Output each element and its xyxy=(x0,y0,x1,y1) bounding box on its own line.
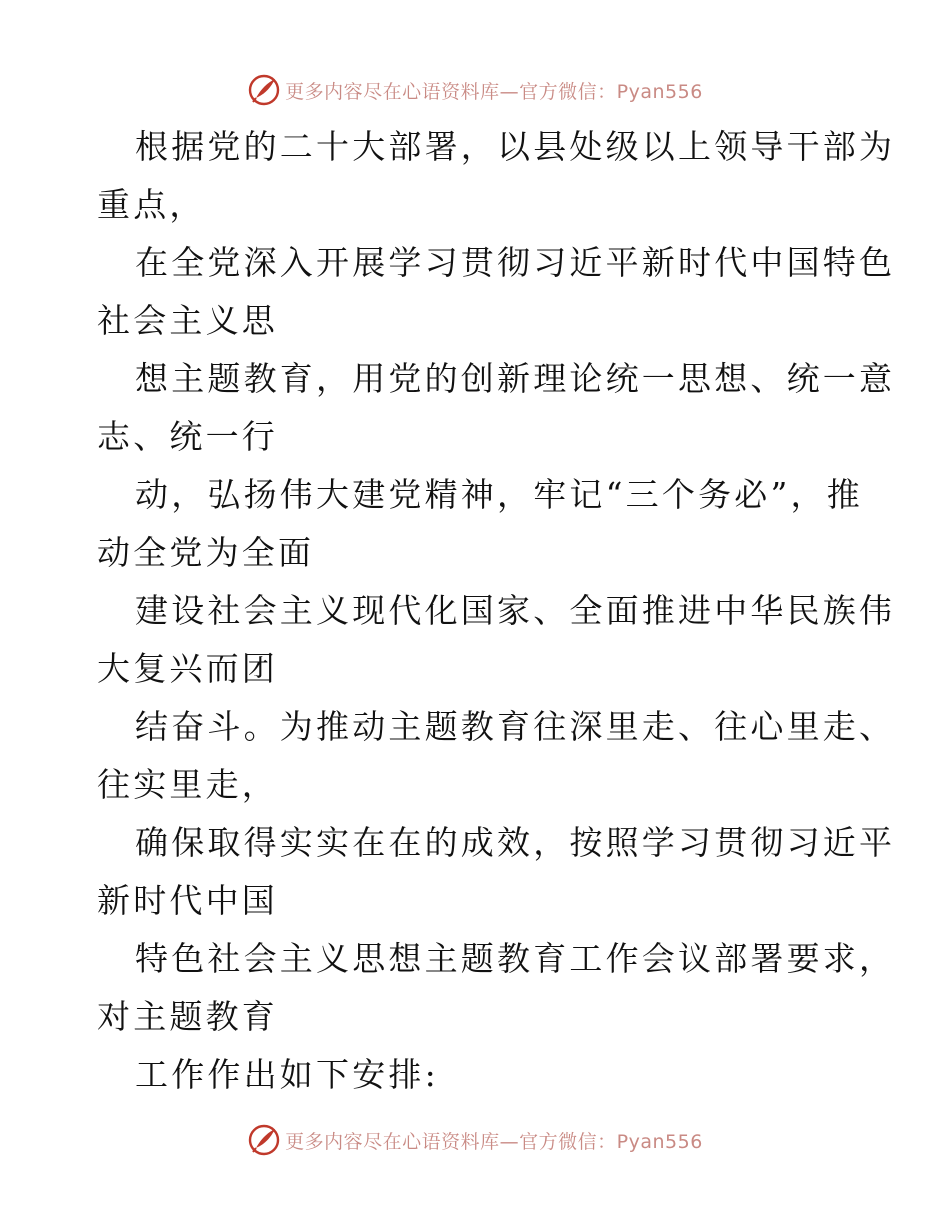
paragraph-line: 大复兴而团 xyxy=(97,649,278,688)
footer-watermark-text: 更多内容尽在心语资料库—官方微信：Pyan556 xyxy=(285,1130,703,1153)
paragraph-line: 特色社会主义思想主题教育工作会议部署要求， xyxy=(135,939,896,978)
header-watermark-text: 更多内容尽在心语资料库—官方微信：Pyan556 xyxy=(285,80,703,103)
paragraph-line: 动，弘扬伟大建党精神，牢记“三个务必”，推 xyxy=(135,475,863,514)
paragraph-line: 根据党的二十大部署，以县处级以上领导干部为 xyxy=(135,127,896,166)
header-watermark-banner xyxy=(0,70,950,110)
paragraph-line: 重点， xyxy=(97,185,206,224)
paragraph-line: 工作作出如下安排: xyxy=(135,1055,439,1094)
paragraph-line: 想主题教育，用党的创新理论统一思想、统一意 xyxy=(135,359,896,398)
paragraph-line: 在全党深入开展学习贯彻习近平新时代中国特色 xyxy=(135,243,896,282)
paragraph-line: 新时代中国 xyxy=(97,881,278,920)
paragraph-line: 对主题教育 xyxy=(97,997,278,1036)
footer-watermark-banner xyxy=(0,1120,950,1160)
paragraph-line: 往实里走， xyxy=(97,765,278,804)
paragraph-line: 志、统一行 xyxy=(97,417,278,456)
paragraph-line: 社会主义思 xyxy=(97,301,278,340)
feather-quill-logo-icon xyxy=(247,1123,281,1157)
paragraph-line: 结奋斗。为推动主题教育往深里走、往心里走、 xyxy=(135,707,896,746)
paragraph-line: 动全党为全面 xyxy=(97,533,315,572)
paragraph-line: 确保取得实实在在的成效，按照学习贯彻习近平 xyxy=(135,823,896,862)
feather-quill-logo-icon xyxy=(247,73,281,107)
paragraph-line: 建设社会主义现代化国家、全面推进中华民族伟 xyxy=(135,591,896,630)
document-body xyxy=(97,118,896,1104)
